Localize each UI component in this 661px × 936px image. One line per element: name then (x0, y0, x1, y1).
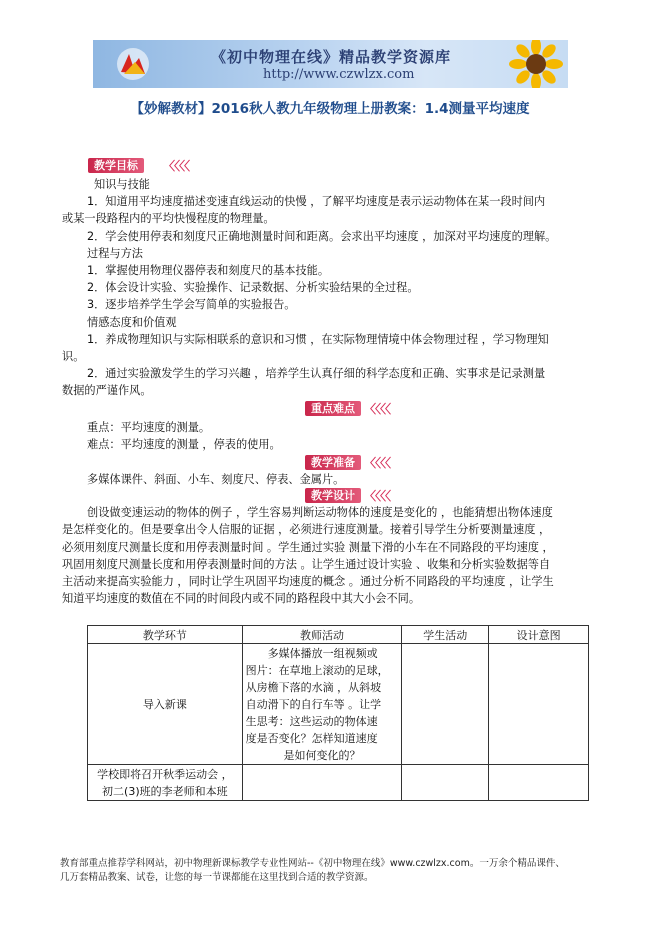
table-header-row (88, 626, 589, 644)
goal-line: 或某一段路程内的平均快慢程度的物理量。 (62, 212, 275, 225)
table-cell-student (402, 765, 489, 801)
stage-line: 学校即将召开秋季运动会 ， (97, 767, 233, 781)
table-header: 学生活动 (402, 626, 489, 644)
footer-line: 几万套精品教案、试卷，让您的每一节课都能在这里找到合适的教学资源。 (60, 872, 374, 883)
banner-title: 《初中物理在线》精品教学资源库 (211, 48, 452, 66)
teacher-activity-line: 生思考：这些运动的物体速 (245, 714, 378, 728)
goals-heading-attitude: 情感态度和价值观 (87, 316, 177, 329)
teacher-activity-line: 图片：在草地上滚动的足球， (245, 663, 389, 677)
table-cell-student (402, 644, 489, 765)
section-label-key-points: 重点难点 (305, 401, 361, 416)
goal-line: 识。 (62, 350, 85, 363)
design-line: 巩固用刻度尺测量长度和用停表测量时间的方法 。让学生通过设计实验 、收集和分析实验数据等自 (62, 558, 551, 571)
teacher-activity-line: 多媒体播放一组视频或 (267, 646, 378, 660)
page-footer (60, 857, 620, 885)
section-label-prep: 教学准备 (305, 455, 361, 470)
document-title: 【妙解教材】2016秋人教九年级物理上册教案：1.4测量平均速度 (130, 101, 530, 117)
footer-line: 教育部重点推荐学科网站，初中物理新课标教学专业性网站--《初中物理在线》www.czwlzx.com。一万余个精品课件、 (60, 858, 565, 869)
goal-line: 1．养成物理知识与实际相联系的意识和习惯 ，在实际物理情境中体会物理过程 ，学习物理知 (87, 333, 549, 346)
table-cell-intent (489, 765, 589, 801)
design-line: 必须用刻度尺测量长度和用停表测量时间 。学生通过实验 测量下滑的小车在不同路段的平均速度 ， (62, 541, 554, 554)
key-point-line: 重点：平均速度的测量。 (87, 421, 211, 434)
table-header: 教学环节 (88, 626, 243, 644)
key-point-line: 难点：平均速度的测量 ，停表的使用。 (87, 438, 281, 451)
stage-line: 初二(3)班的李老师和本班 (102, 784, 228, 798)
chevron-decoration-icon: 〈〈〈〈 (364, 456, 391, 470)
goal-line: 1．知道用平均速度描述变速直线运动的快慢 ，了解平均速度是表示运动物体在某一段时间内 (87, 195, 546, 208)
sunflower-icon (506, 40, 566, 88)
goal-line: 2．体会设计实验、实验操作、记录数据、分析实验结果的全过程。 (87, 281, 419, 294)
goal-line: 数据的严谨作风。 (62, 384, 152, 397)
header-banner (93, 40, 568, 88)
stage-label: 导入新课 (142, 698, 187, 711)
goal-line: 2．学会使用停表和刻度尺正确地测量时间和距离。会求出平均速度 ，加深对平均速度的理解。 (87, 230, 557, 243)
prep-line: 多媒体课件、斜面、小车、刻度尺、停表、金属片。 (87, 473, 345, 486)
goal-line: 2．通过实验激发学生的学习兴趣 ，培养学生认真仔细的科学态度和正确、实事求是记录测量 (87, 367, 546, 380)
section-label-goals: 教学目标 (88, 158, 144, 173)
goal-line: 3．逐步培养学生学会写简单的实验报告。 (87, 298, 296, 311)
table-header: 教师活动 (242, 626, 402, 644)
site-logo-icon (115, 46, 151, 82)
teacher-activity-line: 是如何变化的？ (283, 748, 361, 762)
section-label-design: 教学设计 (305, 488, 361, 503)
table-cell-stage (88, 644, 243, 765)
table-cell-intent (489, 644, 589, 765)
chevron-decoration-icon: 〈〈〈〈 (364, 402, 391, 416)
banner-url[interactable]: http://www.czwlzx.com (263, 67, 415, 82)
table-cell-teacher (242, 765, 402, 801)
table-row (88, 765, 589, 801)
design-line: 知道平均速度的数值在不同的时间段内或不同的路程段中其大小会不同。 (62, 592, 421, 605)
table-cell-stage (88, 765, 243, 801)
table-row (88, 644, 589, 765)
chevron-decoration-icon: 〈〈〈〈 (364, 489, 391, 503)
teacher-activity-line: 从房檐下落的水滴 ，从斜坡 (245, 680, 382, 694)
teacher-activity-line: 度是否变化？怎样知道速度 (245, 731, 378, 745)
table-header: 设计意图 (489, 626, 589, 644)
design-line: 主活动来提高实验能力 ，同时让学生巩固平均速度的概念 。通过分析不同路段的平均速度 ，让学生 (62, 575, 554, 588)
design-line: 创设做变速运动的物体的例子 ，学生容易判断运动物体的速度是变化的 ，也能猜想出物体速度 (87, 506, 553, 519)
chevron-decoration-icon: 〈〈〈〈 (163, 159, 190, 173)
lesson-table (87, 625, 589, 801)
teacher-activity-line: 自动滑下的自行车等 。让学 (245, 697, 382, 711)
goals-heading-knowledge: 知识与技能 (94, 178, 150, 191)
table-cell-teacher (242, 644, 402, 765)
goals-heading-process: 过程与方法 (87, 247, 143, 260)
design-line: 是怎样变化的。但是要拿出令人信服的证据 ，必须进行速度测量。接着引导学生分析要测量速度 ， (62, 523, 551, 536)
goal-line: 1．掌握使用物理仪器停表和刻度尺的基本技能。 (87, 264, 330, 277)
